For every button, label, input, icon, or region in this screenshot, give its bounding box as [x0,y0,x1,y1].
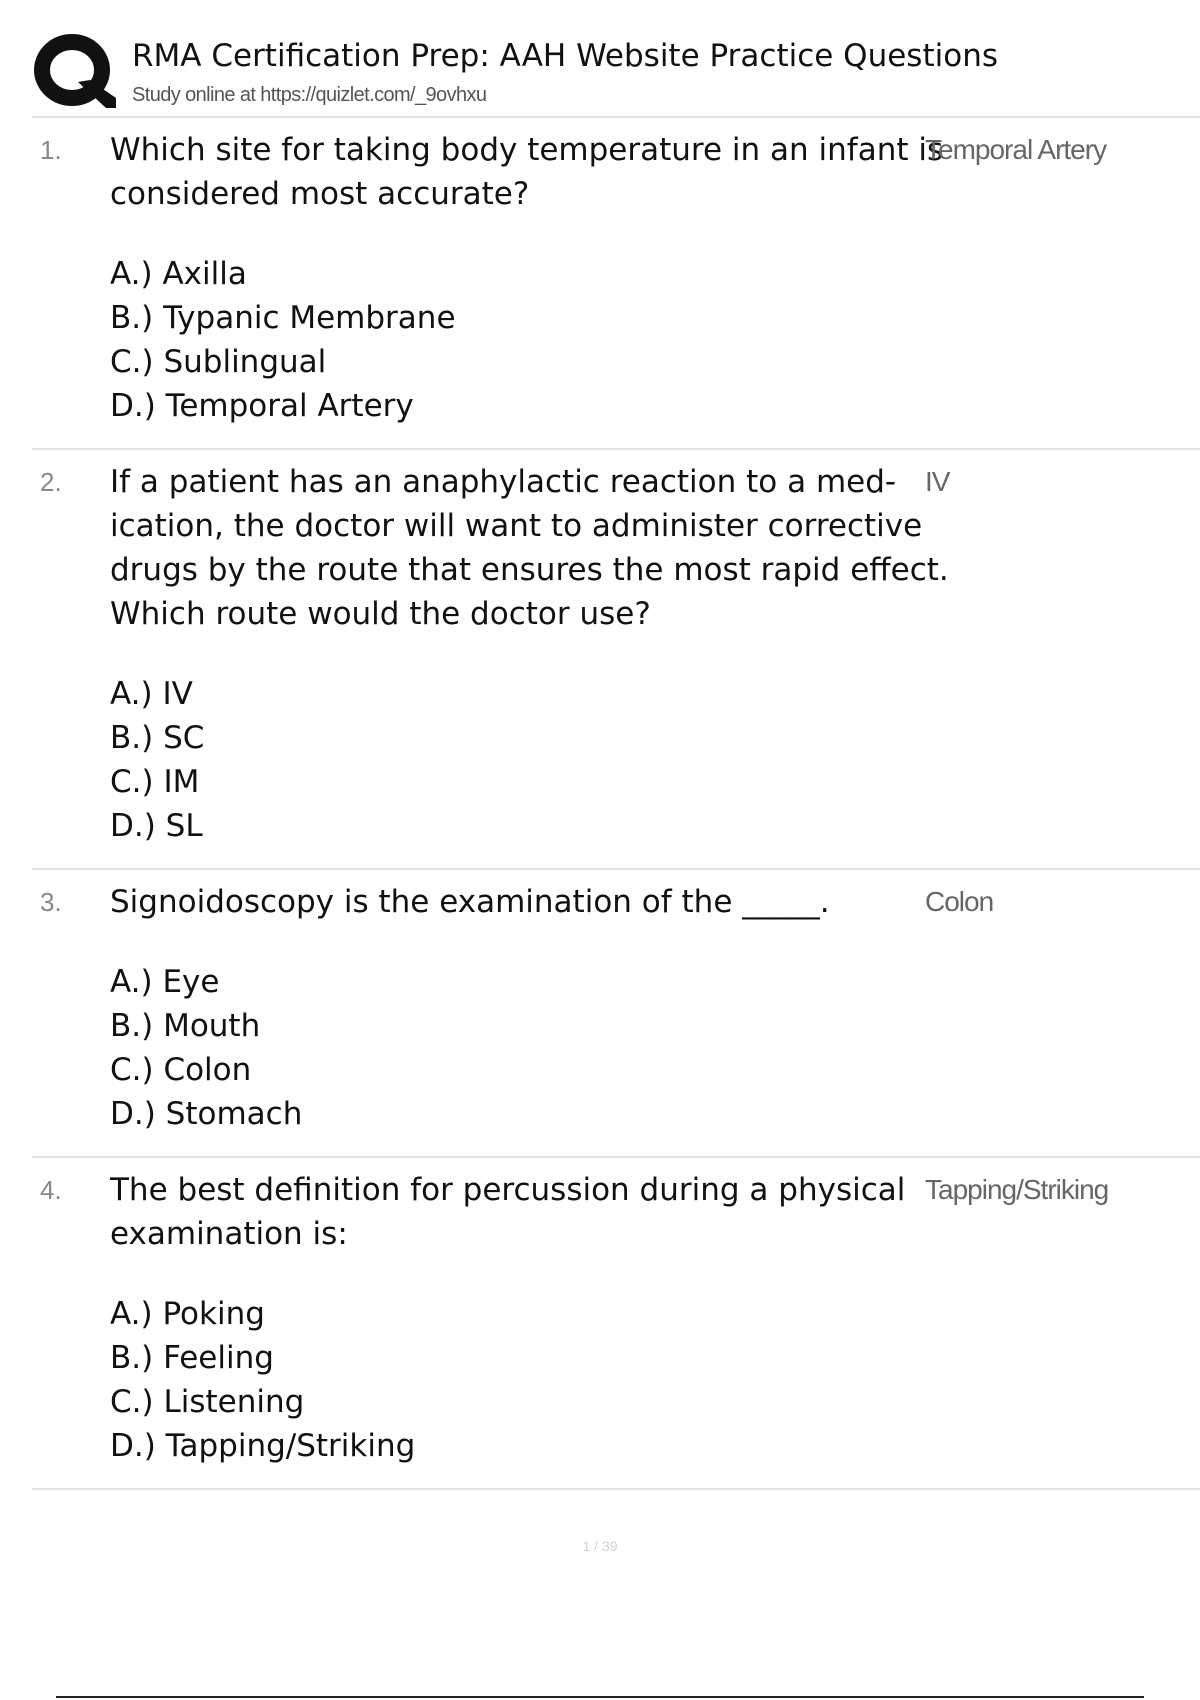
header-divider [32,116,1200,118]
study-online-link[interactable]: Study online at https://quizlet.com/_9ovhxu [132,84,487,106]
option-a: A.) Axilla [110,256,247,292]
question-number: 1. [40,135,62,165]
question-answer: Tapping/Striking [925,1174,1109,1205]
option-c: C.) Colon [110,1052,252,1088]
question-3 [32,880,1200,1150]
question-answer: IV [925,466,950,497]
question-text: The best definition for percussion during a physical examination is: [110,1172,906,1252]
option-d: D.) SL [110,808,203,844]
question-number: 2. [40,467,62,497]
option-c: C.) IM [110,764,200,800]
question-answer: Temporal Artery [925,134,1107,165]
question-text: Signoidoscopy is the examination of the _____. [110,884,830,920]
question-divider [32,1156,1200,1158]
question-number: 4. [40,1175,62,1205]
question-divider [32,868,1200,870]
question-number: 3. [40,887,62,917]
page-bottom-rule [56,1696,1144,1698]
question-2 [32,460,1200,860]
option-a: A.) Poking [110,1296,265,1332]
option-a: A.) IV [110,676,193,712]
answer-options [110,672,204,848]
option-b: B.) Typanic Membrane [110,300,456,336]
answer-options [110,252,456,428]
question-divider [32,448,1200,450]
question-text: If a patient has an anaphylactic reaction to a med- ication, the doctor will want to administer corrective drugs by the route that ensures the most rapid effect. Which route would the doctor use? [110,464,949,632]
option-b: B.) Feeling [110,1340,274,1376]
question-divider [32,1488,1200,1490]
option-a: A.) Eye [110,964,220,1000]
quizlet-logo-icon [32,32,144,112]
option-b: B.) Mouth [110,1008,261,1044]
question-answer: Colon [925,886,994,917]
answer-options [110,1292,415,1468]
document-title: RMA Certification Prep: AAH Website Practice Questions [132,38,998,74]
option-b: B.) SC [110,720,205,756]
option-c: C.) Listening [110,1384,305,1420]
question-1 [32,128,1200,448]
option-c: C.) Sublingual [110,344,327,380]
question-text: Which site for taking body temperature in an infant is considered most accurate? [110,132,944,212]
option-d: D.) Tapping/Striking [110,1428,416,1464]
question-4 [32,1168,1200,1488]
document-header [32,32,1200,116]
page-number: 1 / 39 [582,1538,618,1554]
option-d: D.) Temporal Artery [110,388,414,424]
option-d: D.) Stomach [110,1096,303,1132]
answer-options [110,960,302,1136]
